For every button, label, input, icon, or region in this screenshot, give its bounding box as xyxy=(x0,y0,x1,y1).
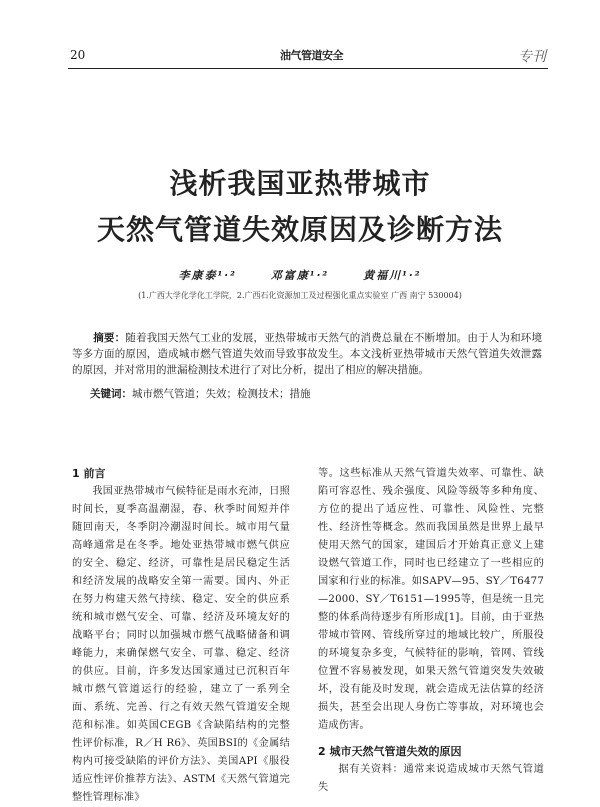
running-header xyxy=(68,44,548,64)
keywords-text: 城市燃气管道；失效；检测技术；措施 xyxy=(132,388,311,400)
causes-paragraph: 据有关资料：通常来说造成城市天然气管道失 xyxy=(318,764,544,793)
title-line-2: 天然气管道失效原因及诊断方法 xyxy=(96,213,503,246)
section-heading-intro: 1 前言 xyxy=(72,467,106,480)
header-rule xyxy=(68,68,548,69)
page-number: 20 xyxy=(70,48,86,62)
keywords xyxy=(90,386,540,402)
intro-paragraph-continued: 等。这些标准从天然气管道失效率、可靠性、缺陷可容忍性、残余强度、风险等级等多种角度、方位的提出了适应性、可靠性、风险性、完整性、经济性等概念。然而我国虽然是世界上最早使用天然气的国家，建国后才开始真正意义上建设燃气管道工作，同时也已经建立了一些相应的国家和行业的标准。如SAPV—95、SY／T6477—2000、SY／T6151—1995等，但是统一且完整的体系尚待逐步有所形成[1]。目前，由于亚热带城市管网、管线所穿过的地域比较广，所服役的环境复杂多变，气候特征的影响，管网、管线位置不容易被发现，如果天然气管道突发失效破坏，没有能及时发现，就会造成无法估算的经济损失，甚至会出现人身伤亡等事故，对环境也会造成伤害。 xyxy=(318,468,544,731)
column-label: 专刊 xyxy=(518,49,546,65)
abstract xyxy=(72,330,542,378)
affiliation: (1.广西大学化学化工学院，2.广西石化资源加工及过程强化重点实验室 广西 南宁 530004) xyxy=(138,291,462,300)
title-line-1: 浅析我国亚热带城市 xyxy=(169,167,431,200)
abstract-label: 摘要： xyxy=(93,332,126,344)
author-1: 李康泰¹·² xyxy=(178,269,237,282)
journal-name: 油气管道安全 xyxy=(280,49,343,62)
author-list xyxy=(60,267,540,283)
author-3: 黄福川¹·² xyxy=(363,269,422,282)
intro-paragraph: 我国亚热带城市气候特征是雨水充沛，日照时间长，夏季高温潮湿，春、秋季时间短并伴随回南天，冬季阴冷潮湿时间长。城市用气量高峰通常是在冬季。地处亚热带城市燃气供应的安全、稳定、经济，可靠性是居民稳定生活和经济发展的战略安全第一需要。国内、外正在努力构建天然气持续、稳定、安全的供应系统和城市燃气安全、可靠、经济及环境友好的战略平台；同时以加强城市燃气战略储备和调峰能力，来确保燃气安全、可靠、稳定、经济的供应。目前，许多发达国家通过已沉积百年城市燃气管道运行的经验，建立了一系列全面、系统、完善、行之有效天然气管道安全规范和标准。如英国CEGB《含缺陷结构的完整性评价标准，R／H R6》、英国BSI的《金属结构内可接受缺陷的评价方法》、美国API《服役适应性评价推荐方法》、ASTM《天然气管道完整性管理标准》 xyxy=(72,486,290,803)
left-column xyxy=(72,465,290,807)
keywords-label: 关键词： xyxy=(90,388,132,400)
author-2: 邓富康¹·² xyxy=(270,269,330,282)
section-heading-causes: 2 城市天然气管道失效的原因 xyxy=(318,745,462,758)
abstract-text: 随着我国天然气工业的发展，亚热带城市天然气的消费总量在不断增加。由于人为和环境等多方面的原因，造成城市燃气管道失效而导致事故发生。本文浅析亚热带城市天然气管道失效泄露的原因，并对常用的泄漏检测技术进行了对比分析，提出了相应的解决措施。 xyxy=(72,332,543,376)
right-column xyxy=(318,465,544,797)
